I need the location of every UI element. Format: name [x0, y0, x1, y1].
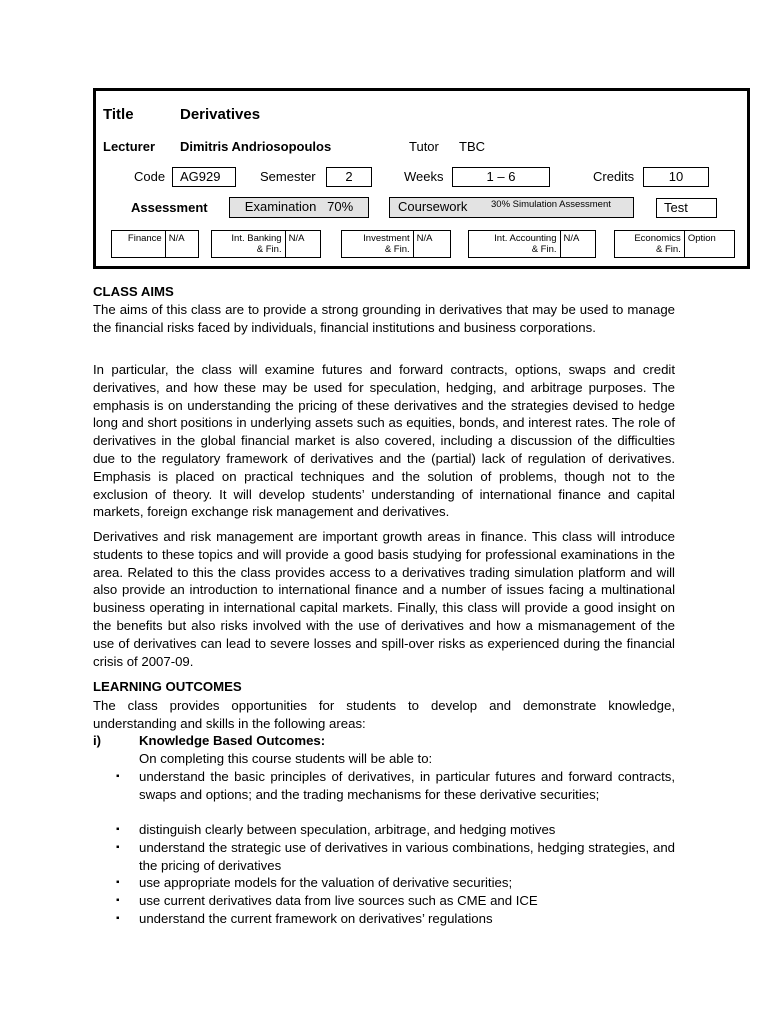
- list-item: understand the current framework on derivatives’ regulations: [139, 911, 493, 926]
- bullet-icon: ▪: [116, 913, 120, 924]
- bullet-icon: ▪: [116, 877, 120, 888]
- section-title: Knowledge Based Outcomes:: [139, 733, 326, 748]
- learning-outcomes-heading: LEARNING OUTCOMES: [93, 679, 242, 694]
- examination-weight: Examination 70%: [229, 197, 369, 218]
- credits-label: Credits: [593, 169, 635, 184]
- title-value: Derivatives: [180, 106, 261, 123]
- code-label: Code: [134, 169, 166, 184]
- dept-value: N/A: [285, 231, 320, 257]
- dept-name: Investment & Fin.: [363, 233, 410, 255]
- code-value: AG929: [172, 167, 236, 187]
- dept-investment: [341, 230, 451, 258]
- title-label: Title: [103, 106, 134, 123]
- credits-value: 10: [643, 167, 709, 187]
- semester-label: Semester: [260, 169, 316, 184]
- tutor-value: TBC: [459, 139, 485, 154]
- lecturer-label: Lecturer: [103, 139, 156, 154]
- list-item: understand the strategic use of derivatives in various combinations, hedging strategies, and the pricing of derivatives: [139, 840, 675, 873]
- class-aims-paragraph-1: The aims of this class are to provide a strong grounding in derivatives that may be used to manage the financial risks faced by individuals, financial institutions and business corporations.: [93, 302, 675, 335]
- section-intro: On completing this course students will be able to:: [139, 751, 433, 766]
- dept-name: Int. Accounting & Fin.: [494, 233, 557, 255]
- bullet-icon: ▪: [116, 842, 120, 853]
- weeks-value: 1 – 6: [452, 167, 550, 187]
- assessment-label: Assessment: [131, 200, 208, 215]
- test-box: Test: [656, 198, 717, 218]
- bullet-icon: ▪: [116, 824, 120, 835]
- dept-value: Option: [684, 231, 734, 257]
- dept-value: N/A: [560, 231, 596, 257]
- semester-value: 2: [326, 167, 372, 187]
- list-item: understand the basic principles of derivatives, in particular futures and forward contracts, swaps and options; and the trading mechanisms for these derivative securities;: [139, 769, 675, 802]
- dept-economics: [614, 230, 735, 258]
- class-aims-paragraph-2: In particular, the class will examine futures and forward contracts, options, swaps and credit derivatives, and how these may be used for speculation, hedging, and arbitrage purposes. The emphasis is on understanding the pricing of these derivatives and the strategies devised to hedge long and short positions in underlying assets such as equities, bonds, and interest rates. The role of derivatives in the global financial market is also covered, including a discussion of the difficulties due to the regulatory framework of derivatives and the (partial) lack of regulation of derivatives. Emphasis is placed on practical techniques and the solution of problems, though not to the exclusion of theory. It will develop students’ understanding of international finance and capital markets, foreign exchange risk management and derivatives.: [93, 362, 675, 520]
- weeks-label: Weeks: [404, 169, 444, 184]
- class-aims-heading: CLASS AIMS: [93, 284, 174, 299]
- dept-name: Economics & Fin.: [634, 233, 681, 255]
- list-item: use appropriate models for the valuation of derivative securities;: [139, 875, 513, 890]
- coursework-label: Coursework: [398, 199, 468, 214]
- bullet-icon: ▪: [116, 895, 120, 906]
- tutor-label: Tutor: [409, 139, 439, 154]
- bullet-icon: ▪: [116, 771, 120, 782]
- dept-value: N/A: [165, 231, 198, 257]
- list-item: distinguish clearly between speculation, arbitrage, and hedging motives: [139, 822, 556, 837]
- simulation-note: 30% Simulation Assessment: [491, 199, 611, 210]
- dept-finance: [111, 230, 199, 258]
- learning-outcomes-intro: The class provides opportunities for students to develop and demonstrate knowledge, understanding and skills in the following areas:: [93, 698, 675, 731]
- coursework-box: [389, 197, 634, 218]
- dept-name: Finance: [127, 233, 162, 244]
- dept-name: Int. Banking & Fin.: [231, 233, 282, 255]
- course-info-box: [93, 88, 750, 269]
- lecturer-value: Dimitris Andriosopoulos: [180, 139, 332, 154]
- dept-int-banking: [211, 230, 321, 258]
- dept-value: N/A: [413, 231, 450, 257]
- section-number: i): [93, 733, 102, 748]
- dept-int-accounting: [468, 230, 596, 258]
- class-aims-paragraph-3: Derivatives and risk management are important growth areas in finance. This class will introduce students to these topics and will provide a good basis studying for professional examinations in the area. Related to this the class provides access to a derivatives trading simulation platform and will also provide an introduction to international finance and a number of issues facing a multinational business operating in international capital markets. Finally, this class will provide a good insight on the benefits but also risks involved with the use of derivatives and how a mismanagement of the use of derivatives can lead to severe losses and spill-over risks as experienced during the financial crisis of 2007-09.: [93, 529, 675, 669]
- list-item: use current derivatives data from live sources such as CME and ICE: [139, 893, 538, 908]
